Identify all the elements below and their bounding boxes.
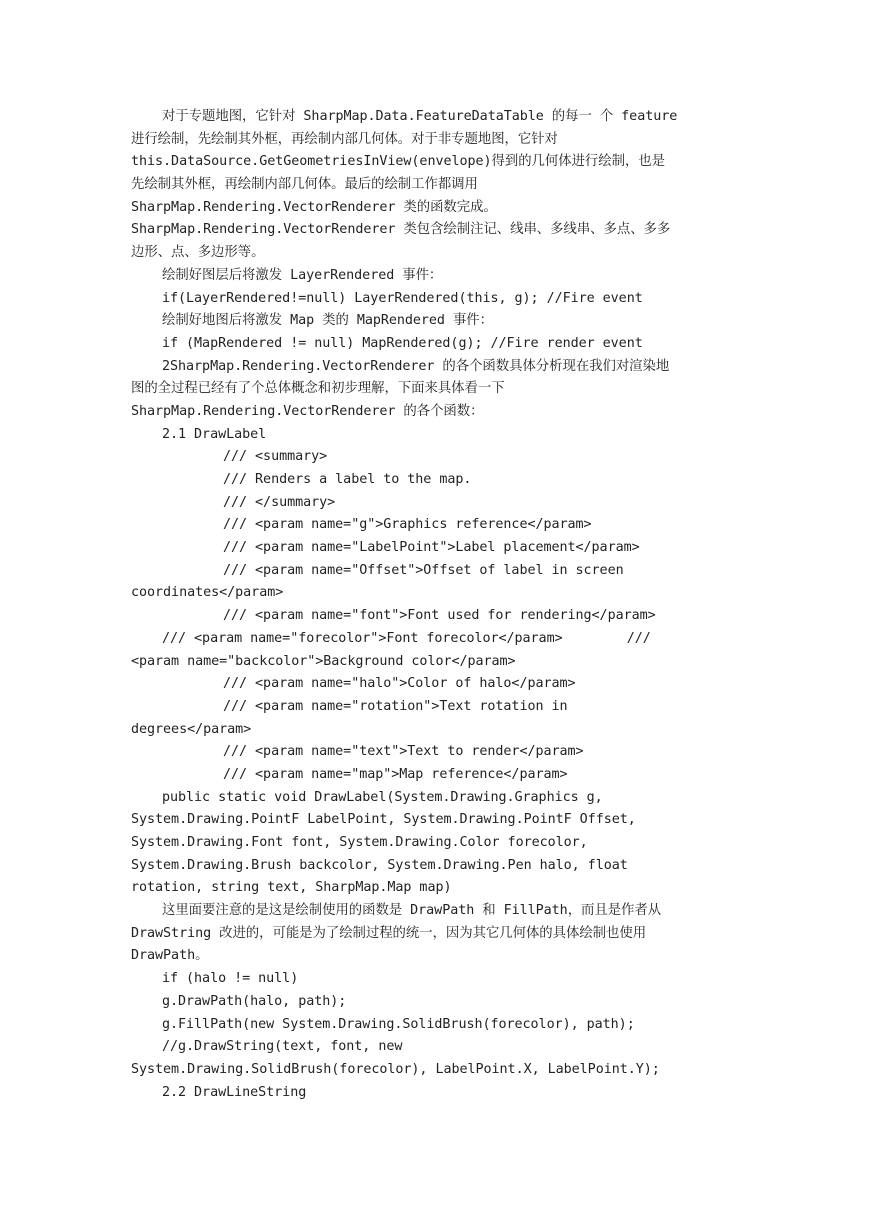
document-line: System.Drawing.PointF LabelPoint, System.Drawing.PointF Offset,: [131, 812, 636, 828]
document-line: degrees</param>: [131, 721, 252, 737]
document-line: SharpMap.Rendering.VectorRenderer 类包含绘制注记、线串、多线串、多点、多多: [131, 222, 671, 238]
document-line: rotation, string text, SharpMap.Map map): [131, 880, 452, 896]
document-line: /// <summary>: [223, 449, 328, 465]
document-line: SharpMap.Rendering.VectorRenderer 类的函数完成。: [131, 199, 497, 215]
document-line: 绘制好地图后将激发 Map 类的 MapRendered 事件：: [162, 313, 493, 329]
document-line: /// <param name="LabelPoint">Label placement</param>: [223, 540, 640, 556]
document-line: 先绘制其外框，再绘制内部几何体。最后的绘制工作都调用: [131, 177, 478, 193]
document-line: if(LayerRendered!=null) LayerRendered(this, g); //Fire event: [162, 290, 643, 306]
document-line: 进行绘制，先绘制其外框，再绘制内部几何体。对于非专题地图，它针对: [131, 131, 558, 147]
document-line: /// <param name="map">Map reference</param>: [223, 766, 568, 782]
document-line: DrawString 改进的，可能是为了绘制过程的统一，因为其它几何体的具体绘制也使用: [131, 925, 647, 941]
document-line: System.Drawing.SolidBrush(forecolor), LabelPoint.X, LabelPoint.Y);: [131, 1061, 660, 1077]
document-line: <param name="backcolor">Background color</param>: [131, 653, 516, 669]
document-line: 2SharpMap.Rendering.VectorRenderer 的各个函数具体分析现在我们对渲染地: [162, 358, 670, 374]
document-line: 绘制好图层后将激发 LayerRendered 事件：: [162, 267, 443, 283]
document-body: [131, 106, 741, 1104]
document-line: /// <param name="g">Graphics reference</param>: [223, 517, 592, 533]
document-line: 对于专题地图，它针对 SharpMap.Data.FeatureDataTable 的每一 个 feature: [162, 109, 678, 124]
document-line: /// <param name="forecolor">Font forecolor</param> ///: [162, 630, 651, 646]
document-line: 边形、点、多边形等。: [131, 245, 265, 261]
document-line: /// Renders a label to the map.: [223, 472, 472, 487]
document-line: g.FillPath(new System.Drawing.SolidBrush(forecolor), path);: [162, 1016, 635, 1032]
document-line: 2.1 DrawLabel: [162, 426, 267, 442]
document-line: SharpMap.Rendering.VectorRenderer 的各个函数：: [131, 403, 484, 419]
document-line: /// <param name="rotation">Text rotation in: [223, 698, 568, 714]
document-line: //g.DrawString(text, font, new: [162, 1039, 403, 1055]
document-line: /// </summary>: [223, 494, 336, 510]
document-line: if (halo != null): [162, 971, 299, 987]
document-line: /// <param name="font">Font used for rendering</param>: [223, 608, 656, 624]
document-line: 图的全过程已经有了个总体概念和初步理解，下面来具体看一下: [131, 381, 505, 397]
document-line: if (MapRendered != null) MapRendered(g); //Fire render event: [162, 335, 643, 351]
document-line: DrawPath。: [131, 948, 209, 964]
document-line: System.Drawing.Font font, System.Drawing.Color forecolor,: [131, 835, 588, 850]
document-line: /// <param name="Offset">Offset of label in screen: [223, 562, 624, 578]
document-line: /// <param name="text">Text to render</param>: [223, 744, 584, 760]
document-line: this.DataSource.GetGeometriesInView(envelope)得到的几何体进行绘制，也是: [131, 154, 665, 170]
document-line: 这里面要注意的是这是绘制使用的函数是 DrawPath 和 FillPath，而且是作者从: [162, 903, 662, 919]
document-line: System.Drawing.Brush backcolor, System.Drawing.Pen halo, float: [131, 857, 628, 873]
document-line: g.DrawPath(halo, path);: [162, 993, 347, 1009]
document-line: /// <param name="halo">Color of halo</param>: [223, 676, 576, 692]
document-line: coordinates</param>: [131, 585, 284, 601]
document-line: 2.2 DrawLineString: [162, 1084, 307, 1100]
document-line: public static void DrawLabel(System.Drawing.Graphics g,: [162, 789, 603, 805]
